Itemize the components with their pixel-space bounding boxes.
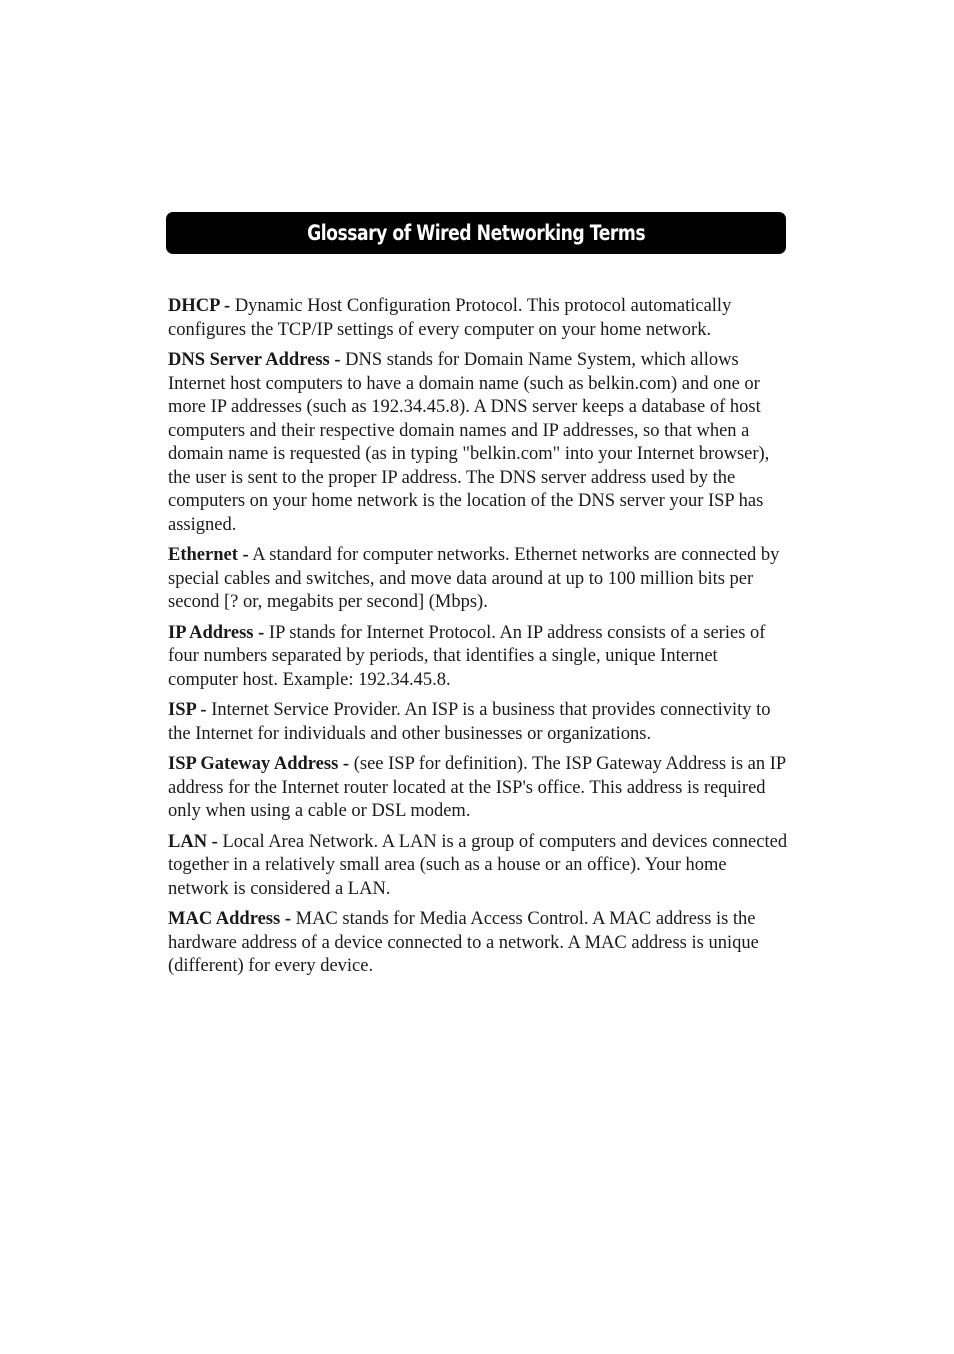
glossary-entry-isp-gateway-address — [168, 753, 788, 824]
glossary-definition: MAC stands for Media Access Control. A MAC address is the hardware address of a device connected to a network. A MAC address is unique (different) for every device. — [168, 909, 759, 976]
glossary-entry-dhcp — [168, 295, 788, 342]
glossary-definition: IP stands for Internet Protocol. An IP address consists of a series of four numbers separated by periods, that identifies a single, unique Internet computer host. Example: 192.34.45.8. — [168, 622, 766, 690]
glossary-term: ISP - — [168, 700, 207, 720]
glossary-term: LAN - — [168, 831, 218, 852]
glossary-entry-ethernet — [168, 544, 788, 615]
page-title: Glossary of Wired Networking Terms — [307, 221, 645, 245]
glossary-definition: (see ISP for definition). The ISP Gateway Address is an IP address for the Internet router located at the ISP's office. This address is required only when using a cable or DSL modem. — [168, 754, 786, 821]
glossary-term: MAC Address - — [168, 909, 291, 929]
glossary-definition: Dynamic Host Configuration Protocol. This protocol automatically configures the TCP/IP settings of every computer on your home network. — [168, 296, 732, 340]
glossary-definition: Local Area Network. A LAN is a group of computers and devices connected together in a relatively small area (such as a house or an office). Your home network is considered a LAN. — [168, 831, 788, 899]
glossary-term: DNS Server Address - — [168, 350, 341, 370]
section-title-bar — [166, 212, 786, 254]
glossary-list — [168, 295, 788, 986]
glossary-entry-mac-address — [168, 908, 788, 979]
glossary-term: Ethernet - — [168, 545, 249, 565]
glossary-definition: DNS stands for Domain Name System, which allows Internet host computers to have a domain name (such as belkin.com) and one or more IP addresses (such as 192.34.45.8). A DNS server keeps a database of host computers and their respective domain names and IP addresses, so that when a domain name is requested (as in typing "belkin.com" into your Internet browser), the user is sent to the proper IP address. The DNS server address used by the computers on your home network is the location of the DNS server your ISP has assigned. — [168, 350, 770, 535]
glossary-entry-dns-server-address — [168, 349, 788, 537]
glossary-entry-ip-address — [168, 622, 788, 693]
glossary-entry-isp — [168, 699, 788, 746]
glossary-term: DHCP - — [168, 296, 231, 316]
glossary-definition: A standard for computer networks. Ethernet networks are connected by special cables and switches, and move data around at up to 100 million bits per second [? or, megabits per second] (Mbps). — [168, 545, 780, 612]
glossary-term: IP Address - — [168, 622, 265, 643]
glossary-entry-lan — [168, 831, 788, 902]
glossary-term: ISP Gateway Address - — [168, 754, 350, 774]
glossary-definition: Internet Service Provider. An ISP is a business that provides connectivity to the Internet for individuals and other businesses or organizations. — [168, 700, 771, 744]
